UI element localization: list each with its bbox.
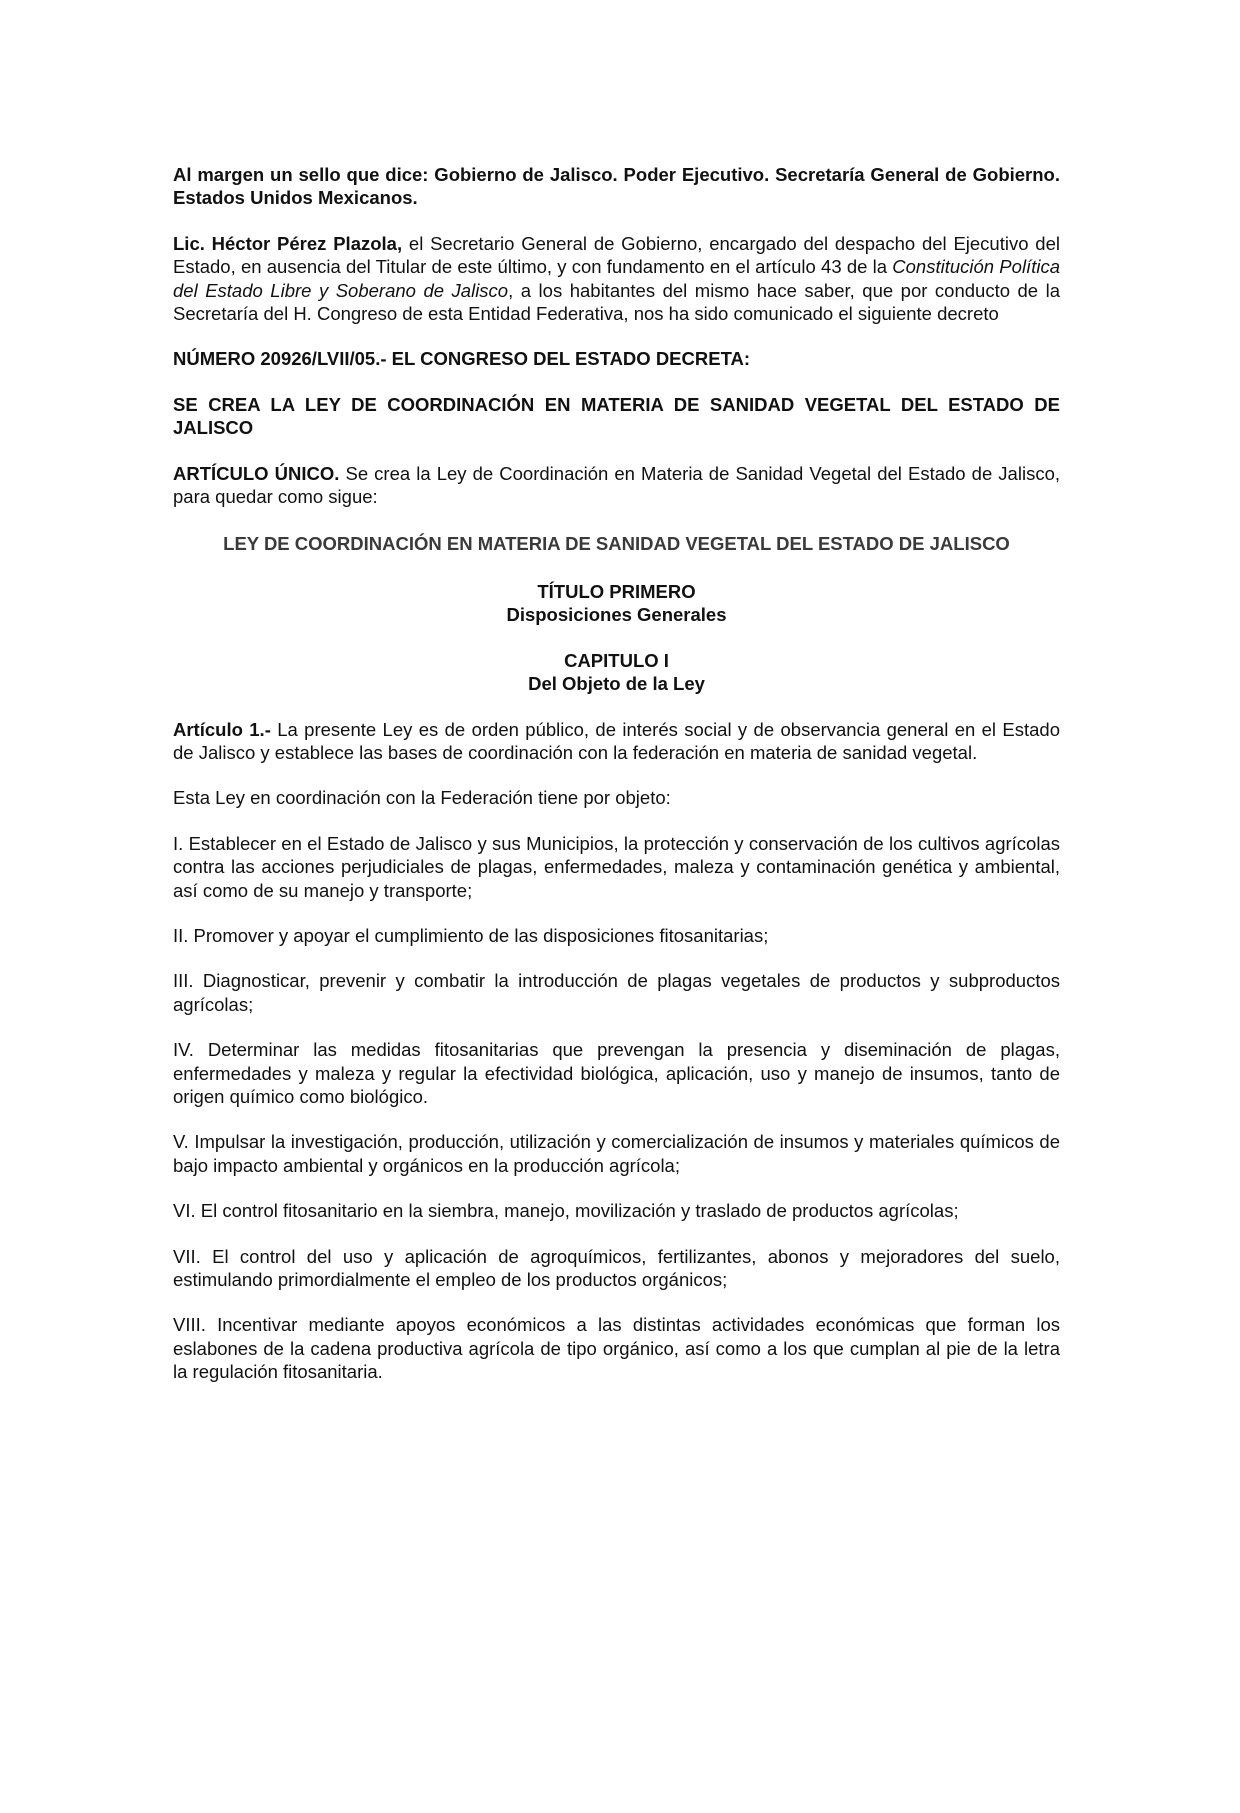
margin-note: Al margen un sello que dice: Gobierno de Jalisco. Poder Ejecutivo. Secretaría General de Gobierno. Estados Unidos Mexicanos. [173,164,1060,209]
intro-text-a: el Secretario General de Gobierno, encargado del despacho del Ejecutivo del Estado, en ausencia del Titular de este último, y con fundamento en el artículo 43 de la [173,232,1060,278]
constitution-name: Constitución Política del Estado Libre y Soberano de Jalisco [173,256,1060,301]
titulo-subheading: Disposiciones Generales [506,604,727,626]
fraccion-ii: II. Promover y apoyar el cumplimiento de las disposiciones fitosanitarias; [173,924,769,946]
capitulo-heading: CAPITULO I [564,649,669,671]
titulo-heading: TÍTULO PRIMERO [537,580,696,602]
fraccion-iv: IV. Determinar las medidas fitosanitarias que prevengan la presencia y diseminación de plagas, enfermedades y maleza y regular la efectividad biológica, aplicación, uso y manejo de insumos, tanto de origen químico como biológico. [173,1039,1060,1107]
decree-number: NÚMERO 20926/LVII/05.- EL CONGRESO DEL ESTADO DECRETA: [173,348,751,370]
document-page [173,163,1060,1384]
fraccion-viii: VIII. Incentivar mediante apoyos económicos a las distintas actividades económicas que forman los eslabones de la cadena productiva agrícola de tipo orgánico, así como a los que cumplan al pie de la letra la regulación fitosanitaria. [173,1314,1060,1383]
titulo-block [173,580,1060,627]
intro-paragraph [173,232,1060,326]
articulo-1 [173,718,1060,765]
fraccion-iii: III. Diagnosticar, prevenir y combatir la introducción de plagas vegetales de productos y subproductos agrícolas; [173,970,1060,1015]
capitulo-block [173,649,1060,696]
fraccion-vi: VI. El control fitosanitario en la siembra, manejo, movilización y traslado de productos agrícolas; [173,1200,959,1222]
fraccion-v: V. Impulsar la investigación, producción, utilización y comercialización de insumos y materiales químicos de bajo impacto ambiental y orgánicos en la producción agrícola; [173,1131,1060,1176]
articulo-1-label: Artículo 1.- [173,718,271,740]
intro-text-b: , a los habitantes del mismo hace saber, que por conducto de la Secretaría del H. Congreso de esta Entidad Federativa, nos ha sido comunicado el siguiente decreto [173,279,1060,325]
objeto-intro: Esta Ley en coordinación con la Federación tiene por objeto: [173,787,671,809]
fraccion-vii: VII. El control del uso y aplicación de agroquímicos, fertilizantes, abonos y mejoradores del suelo, estimulando primordialmente el empleo de los productos orgánicos; [173,1245,1060,1290]
decree-title: SE CREA LA LEY DE COORDINACIÓN EN MATERIA DE SANIDAD VEGETAL DEL ESTADO DE JALISCO [173,393,1060,439]
articulo-unico [173,462,1060,509]
capitulo-subheading: Del Objeto de la Ley [528,673,705,695]
articulo-unico-label: ARTÍCULO ÚNICO. [173,462,340,484]
fraccion-i: I. Establecer en el Estado de Jalisco y sus Municipios, la protección y conservación de los cultivos agrícolas contra las acciones perjudiciales de plagas, enfermedades, maleza y contaminación genética y ambiental, así como de su manejo y transporte; [173,832,1060,901]
signatory-name: Lic. Héctor Pérez Plazola, [173,232,403,254]
articulo-unico-text: Se crea la Ley de Coordinación en Materia de Sanidad Vegetal del Estado de Jalisco, para quedar como sigue: [173,462,1060,508]
law-title: LEY DE COORDINACIÓN EN MATERIA DE SANIDAD VEGETAL DEL ESTADO DE JALISCO [223,533,1010,555]
articulo-1-text: La presente Ley es de orden público, de interés social y de observancia general en el Estado de Jalisco y establece las bases de coordinación con la federación en materia de sanidad vegetal. [173,718,1061,763]
